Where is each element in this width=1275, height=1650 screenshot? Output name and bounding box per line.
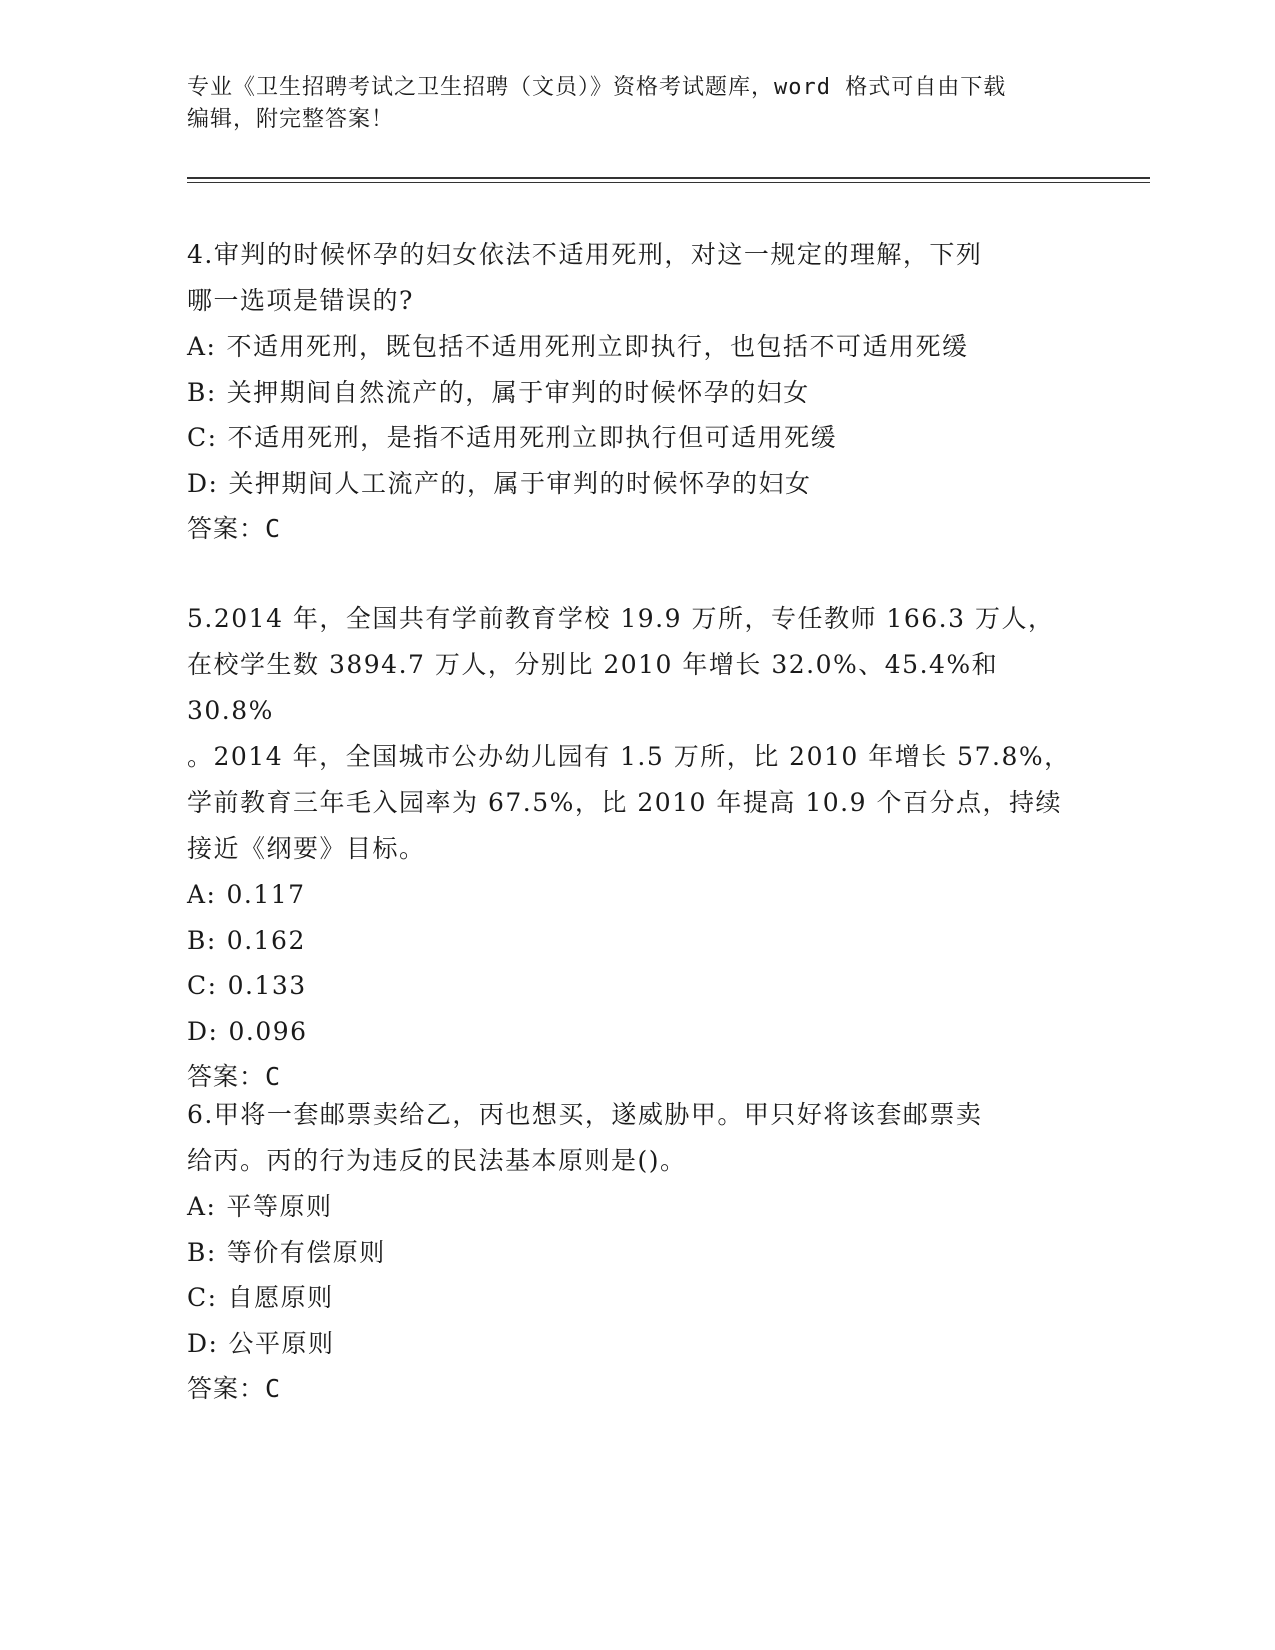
option-key: B: xyxy=(187,1237,217,1267)
question-stem-line: 哪一选项是错误的? xyxy=(187,286,414,315)
option-key: C: xyxy=(187,1283,218,1312)
option-text: 自愿原则 xyxy=(227,1283,334,1312)
header-line: 专业《卫生招聘考试之卫生招聘（文员）》资格考试题库，word 格式可自由下载 xyxy=(187,75,1007,100)
option-d xyxy=(187,1009,1087,1055)
answer-value: C xyxy=(265,1374,282,1403)
option-c xyxy=(187,415,1087,461)
question-stem-line: 给丙。丙的行为违反的民法基本原则是()。 xyxy=(187,1146,687,1175)
option-a xyxy=(187,1184,1087,1230)
option-key: D: xyxy=(187,1016,219,1046)
option-key: A: xyxy=(187,880,217,909)
option-b xyxy=(187,1230,1087,1276)
question-block xyxy=(187,232,1087,552)
option-d xyxy=(187,461,1087,507)
question-block xyxy=(187,596,1087,1100)
option-key: A: xyxy=(187,1192,217,1221)
option-key: D: xyxy=(187,1328,219,1358)
option-text: 关押期间自然流产的，属于审判的时候怀孕的妇女 xyxy=(226,377,810,407)
option-text: 平等原则 xyxy=(226,1192,333,1221)
question-stem-line: 6.甲将一套邮票卖给乙，丙也想买，遂威胁甲。甲只好将该套邮票卖 xyxy=(187,1100,983,1129)
option-text: 公平原则 xyxy=(228,1328,335,1358)
option-text: 0.096 xyxy=(228,1016,308,1046)
option-key: B: xyxy=(187,377,217,407)
option-key: A: xyxy=(187,332,217,361)
answer-value: C xyxy=(265,1062,282,1091)
option-a xyxy=(187,872,1087,918)
option-text: 0.133 xyxy=(227,971,307,1000)
header-divider xyxy=(187,182,1150,183)
option-c xyxy=(187,963,1087,1009)
option-key: B: xyxy=(187,925,217,955)
question-block xyxy=(187,1092,1087,1412)
option-key: D: xyxy=(187,468,219,498)
document-header xyxy=(187,72,1087,136)
answer-label: 答案： xyxy=(187,1374,266,1403)
option-b xyxy=(187,918,1087,964)
option-b xyxy=(187,370,1087,416)
question-stem-line: 。2014 年，全国城市公办幼儿园有 1.5 万所，比 2010 年增长 57.8%， xyxy=(187,742,1071,771)
header-line: 编辑，附完整答案！ xyxy=(187,107,395,132)
header-divider xyxy=(187,177,1150,179)
answer-line xyxy=(187,1366,1087,1412)
answer-line xyxy=(187,506,1087,552)
option-text: 0.117 xyxy=(226,880,306,909)
question-stem-line: 5.2014 年，全国共有学前教育学校 19.9 万所，专任教师 166.3 万人， xyxy=(187,604,1055,633)
option-text: 不适用死刑，是指不适用死刑立即执行但可适用死缓 xyxy=(227,423,838,452)
option-key: C: xyxy=(187,423,218,452)
option-c xyxy=(187,1275,1087,1321)
question-stem-line: 在校学生数 3894.7 万人，分别比 2010 年增长 32.0%、45.4%和 30.8% xyxy=(187,650,999,725)
option-text: 等价有偿原则 xyxy=(226,1237,386,1267)
answer-label: 答案： xyxy=(187,1062,266,1091)
question-stem-line: 4.审判的时候怀孕的妇女依法不适用死刑，对这一规定的理解，下列 xyxy=(187,240,983,269)
option-text: 0.162 xyxy=(226,925,306,955)
answer-value: C xyxy=(265,514,282,543)
option-a xyxy=(187,324,1087,370)
option-text: 关押期间人工流产的，属于审判的时候怀孕的妇女 xyxy=(228,468,812,498)
option-d xyxy=(187,1321,1087,1367)
option-key: C: xyxy=(187,971,218,1000)
option-text: 不适用死刑，既包括不适用死刑立即执行，也包括不可适用死缓 xyxy=(226,332,969,361)
question-stem-line: 学前教育三年毛入园率为 67.5%，比 2010 年提高 10.9 个百分点，持续 xyxy=(187,788,1062,817)
question-stem-line: 接近《纲要》目标。 xyxy=(187,834,426,863)
answer-label: 答案： xyxy=(187,514,266,543)
